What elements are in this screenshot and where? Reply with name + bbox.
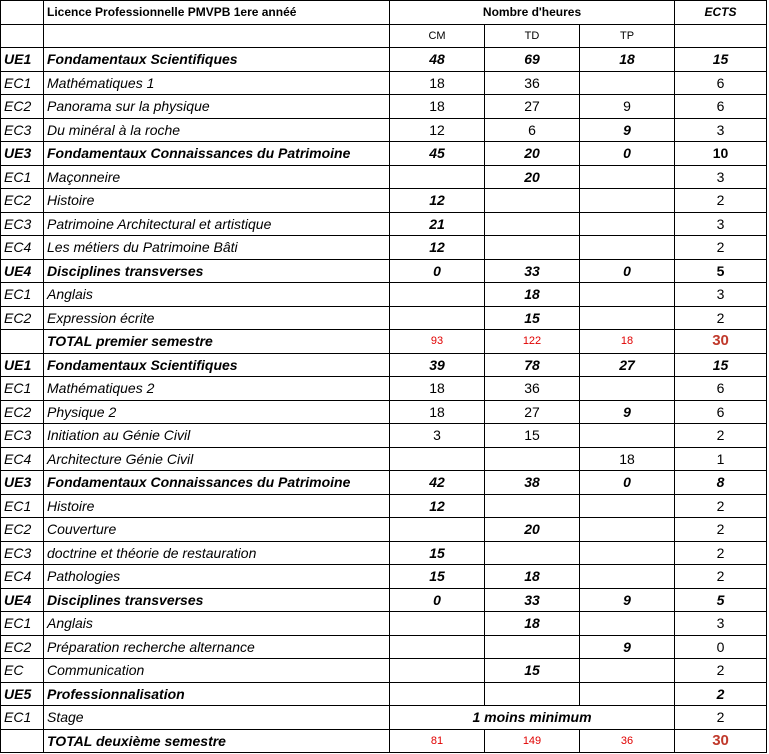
tp-cell: 18 — [580, 330, 675, 354]
cm-cell: 45 — [390, 142, 485, 166]
code-cell: UE3 — [1, 142, 44, 166]
tp-cell — [580, 424, 675, 448]
tp-cell — [580, 189, 675, 213]
ects-cell: 2 — [675, 236, 767, 260]
td-cell: 20 — [485, 165, 580, 189]
ects-cell: 6 — [675, 400, 767, 424]
cm-cell: 12 — [390, 494, 485, 518]
ue-row — [1, 588, 767, 612]
code-cell: EC3 — [1, 212, 44, 236]
td-cell: 36 — [485, 71, 580, 95]
table-row — [1, 236, 767, 260]
total-row — [1, 729, 767, 753]
code-cell: EC4 — [1, 447, 44, 471]
ects-cell: 15 — [675, 48, 767, 72]
cm-cell — [390, 518, 485, 542]
tp-cell — [580, 494, 675, 518]
label-cell: TOTAL premier semestre — [44, 330, 390, 354]
ects-cell: 2 — [675, 659, 767, 683]
label-cell: Fondamentaux Connaissances du Patrimoine — [44, 471, 390, 495]
td-cell: 27 — [485, 95, 580, 119]
td-header: TD — [485, 24, 580, 48]
cm-cell — [390, 283, 485, 307]
tp-cell: 0 — [580, 471, 675, 495]
tp-cell — [580, 682, 675, 706]
table-row — [1, 283, 767, 307]
cm-cell: 48 — [390, 48, 485, 72]
code-cell: UE5 — [1, 682, 44, 706]
ects-cell: 1 — [675, 447, 767, 471]
table-row — [1, 635, 767, 659]
label-cell: Anglais — [44, 612, 390, 636]
label-cell: Maçonneire — [44, 165, 390, 189]
label-cell: Communication — [44, 659, 390, 683]
td-cell: 20 — [485, 142, 580, 166]
td-cell: 69 — [485, 48, 580, 72]
cm-cell — [390, 682, 485, 706]
ects-cell: 3 — [675, 165, 767, 189]
td-cell: 27 — [485, 400, 580, 424]
ue-row — [1, 682, 767, 706]
cm-cell: 42 — [390, 471, 485, 495]
td-cell: 122 — [485, 330, 580, 354]
cm-cell — [390, 306, 485, 330]
subheader-empty-3 — [675, 24, 767, 48]
label-cell: Disciplines transverses — [44, 259, 390, 283]
cm-cell: 0 — [390, 588, 485, 612]
ects-cell: 30 — [675, 729, 767, 753]
td-cell: 18 — [485, 283, 580, 307]
td-cell: 20 — [485, 518, 580, 542]
td-cell: 15 — [485, 659, 580, 683]
ects-cell: 6 — [675, 377, 767, 401]
td-cell: 78 — [485, 353, 580, 377]
ects-cell: 15 — [675, 353, 767, 377]
table-row — [1, 165, 767, 189]
ue-row — [1, 259, 767, 283]
table-row — [1, 189, 767, 213]
tp-cell: 0 — [580, 142, 675, 166]
code-cell: EC1 — [1, 377, 44, 401]
cm-cell: 0 — [390, 259, 485, 283]
label-cell: Disciplines transverses — [44, 588, 390, 612]
label-cell: Préparation recherche alternance — [44, 635, 390, 659]
label-cell: doctrine et théorie de restauration — [44, 541, 390, 565]
tp-cell — [580, 71, 675, 95]
ue-row — [1, 471, 767, 495]
td-cell — [485, 682, 580, 706]
cm-cell: 93 — [390, 330, 485, 354]
table-row — [1, 494, 767, 518]
ects-cell: 6 — [675, 95, 767, 119]
cm-cell — [390, 447, 485, 471]
code-cell: EC3 — [1, 118, 44, 142]
code-cell: EC1 — [1, 283, 44, 307]
ects-cell: 2 — [675, 518, 767, 542]
label-cell: Du minéral à la roche — [44, 118, 390, 142]
cm-cell: 18 — [390, 377, 485, 401]
tp-cell — [580, 612, 675, 636]
code-cell: UE3 — [1, 471, 44, 495]
ue-row — [1, 48, 767, 72]
td-cell: 18 — [485, 612, 580, 636]
table-row — [1, 612, 767, 636]
subheader-empty-2 — [44, 24, 390, 48]
cm-cell: 3 — [390, 424, 485, 448]
ects-header: ECTS — [675, 1, 767, 25]
label-cell: Mathématiques 2 — [44, 377, 390, 401]
tp-cell — [580, 565, 675, 589]
tp-cell — [580, 283, 675, 307]
ects-cell: 3 — [675, 118, 767, 142]
code-cell: EC2 — [1, 306, 44, 330]
tp-cell — [580, 236, 675, 260]
tp-cell: 18 — [580, 447, 675, 471]
td-cell — [485, 541, 580, 565]
code-cell: EC3 — [1, 541, 44, 565]
td-cell: 15 — [485, 424, 580, 448]
ects-cell: 2 — [675, 306, 767, 330]
td-cell — [485, 635, 580, 659]
hours-header: Nombre d'heures — [390, 1, 675, 25]
table-row — [1, 518, 767, 542]
label-cell: Initiation au Génie Civil — [44, 424, 390, 448]
header-empty-cell — [1, 1, 44, 25]
header-row — [1, 1, 767, 25]
table-row — [1, 95, 767, 119]
tp-cell — [580, 165, 675, 189]
tp-cell — [580, 306, 675, 330]
table-row — [1, 306, 767, 330]
table-row — [1, 424, 767, 448]
ects-cell: 6 — [675, 71, 767, 95]
code-cell: EC2 — [1, 518, 44, 542]
subheader-row — [1, 24, 767, 48]
cm-cell: 12 — [390, 189, 485, 213]
td-cell: 18 — [485, 565, 580, 589]
tp-cell: 9 — [580, 118, 675, 142]
tp-cell — [580, 659, 675, 683]
label-cell: Fondamentaux Connaissances du Patrimoine — [44, 142, 390, 166]
code-cell: EC3 — [1, 424, 44, 448]
ects-cell: 2 — [675, 424, 767, 448]
cm-cell — [390, 612, 485, 636]
code-cell: EC2 — [1, 189, 44, 213]
ects-cell: 2 — [675, 189, 767, 213]
td-cell — [485, 189, 580, 213]
td-cell — [485, 447, 580, 471]
merged-cell: 1 moins minimum — [390, 706, 675, 730]
label-cell: Patrimoine Architectural et artistique — [44, 212, 390, 236]
table-row — [1, 541, 767, 565]
cm-cell: 12 — [390, 236, 485, 260]
ects-cell: 5 — [675, 588, 767, 612]
label-cell: Mathématiques 1 — [44, 71, 390, 95]
tp-cell: 0 — [580, 259, 675, 283]
ects-cell: 5 — [675, 259, 767, 283]
label-cell: Architecture Génie Civil — [44, 447, 390, 471]
table-row — [1, 659, 767, 683]
ects-cell: 2 — [675, 682, 767, 706]
total-row — [1, 330, 767, 354]
td-cell — [485, 212, 580, 236]
code-cell: EC1 — [1, 494, 44, 518]
code-cell: EC1 — [1, 165, 44, 189]
code-cell: EC1 — [1, 71, 44, 95]
td-cell — [485, 236, 580, 260]
table-row — [1, 565, 767, 589]
code-cell: EC2 — [1, 95, 44, 119]
label-cell: TOTAL deuxième semestre — [44, 729, 390, 753]
td-cell: 6 — [485, 118, 580, 142]
ects-cell: 2 — [675, 494, 767, 518]
label-cell: Histoire — [44, 494, 390, 518]
label-cell: Les métiers du Patrimoine Bâti — [44, 236, 390, 260]
td-cell: 33 — [485, 588, 580, 612]
table-row — [1, 400, 767, 424]
table-row — [1, 377, 767, 401]
cm-header: CM — [390, 24, 485, 48]
cm-cell: 18 — [390, 400, 485, 424]
cm-cell: 39 — [390, 353, 485, 377]
tp-cell: 9 — [580, 635, 675, 659]
table-row — [1, 118, 767, 142]
label-cell: Anglais — [44, 283, 390, 307]
ects-cell: 3 — [675, 612, 767, 636]
label-cell: Expression écrite — [44, 306, 390, 330]
ects-cell: 3 — [675, 212, 767, 236]
label-cell: Fondamentaux Scientifiques — [44, 353, 390, 377]
label-cell: Physique 2 — [44, 400, 390, 424]
td-cell: 15 — [485, 306, 580, 330]
table-row — [1, 447, 767, 471]
td-cell: 33 — [485, 259, 580, 283]
label-cell: Stage — [44, 706, 390, 730]
ue-row — [1, 142, 767, 166]
ects-cell: 8 — [675, 471, 767, 495]
table-row — [1, 212, 767, 236]
cm-cell: 12 — [390, 118, 485, 142]
label-cell: Couverture — [44, 518, 390, 542]
ects-cell: 2 — [675, 541, 767, 565]
cm-cell: 15 — [390, 541, 485, 565]
cm-cell: 18 — [390, 95, 485, 119]
tp-cell: 9 — [580, 95, 675, 119]
ects-cell: 3 — [675, 283, 767, 307]
ects-cell: 0 — [675, 635, 767, 659]
code-cell: EC1 — [1, 612, 44, 636]
cm-cell — [390, 659, 485, 683]
ue-row — [1, 353, 767, 377]
cm-cell: 81 — [390, 729, 485, 753]
tp-cell — [580, 212, 675, 236]
code-cell: UE4 — [1, 259, 44, 283]
code-cell: EC4 — [1, 565, 44, 589]
td-cell: 38 — [485, 471, 580, 495]
label-cell: Professionnalisation — [44, 682, 390, 706]
code-cell — [1, 729, 44, 753]
label-cell: Pathologies — [44, 565, 390, 589]
table-row — [1, 706, 767, 730]
td-cell: 36 — [485, 377, 580, 401]
code-cell: UE1 — [1, 48, 44, 72]
label-cell: Histoire — [44, 189, 390, 213]
code-cell — [1, 330, 44, 354]
tp-cell: 9 — [580, 400, 675, 424]
cm-cell: 15 — [390, 565, 485, 589]
ects-cell: 10 — [675, 142, 767, 166]
code-cell: EC — [1, 659, 44, 683]
ects-cell: 2 — [675, 565, 767, 589]
label-cell: Fondamentaux Scientifiques — [44, 48, 390, 72]
cm-cell — [390, 635, 485, 659]
tp-header: TP — [580, 24, 675, 48]
cm-cell: 21 — [390, 212, 485, 236]
code-cell: UE4 — [1, 588, 44, 612]
cm-cell: 18 — [390, 71, 485, 95]
code-cell: EC1 — [1, 706, 44, 730]
table-row — [1, 71, 767, 95]
tp-cell: 27 — [580, 353, 675, 377]
tp-cell: 36 — [580, 729, 675, 753]
tp-cell — [580, 518, 675, 542]
td-cell — [485, 494, 580, 518]
tp-cell: 18 — [580, 48, 675, 72]
code-cell: UE1 — [1, 353, 44, 377]
tp-cell — [580, 541, 675, 565]
code-cell: EC2 — [1, 400, 44, 424]
ects-cell: 2 — [675, 706, 767, 730]
cm-cell — [390, 165, 485, 189]
table-title: Licence Professionnelle PMVPB 1ere annéé — [44, 1, 390, 25]
ects-cell: 30 — [675, 330, 767, 354]
label-cell: Panorama sur la physique — [44, 95, 390, 119]
td-cell: 149 — [485, 729, 580, 753]
subheader-empty-1 — [1, 24, 44, 48]
code-cell: EC4 — [1, 236, 44, 260]
code-cell: EC2 — [1, 635, 44, 659]
tp-cell: 9 — [580, 588, 675, 612]
tp-cell — [580, 377, 675, 401]
